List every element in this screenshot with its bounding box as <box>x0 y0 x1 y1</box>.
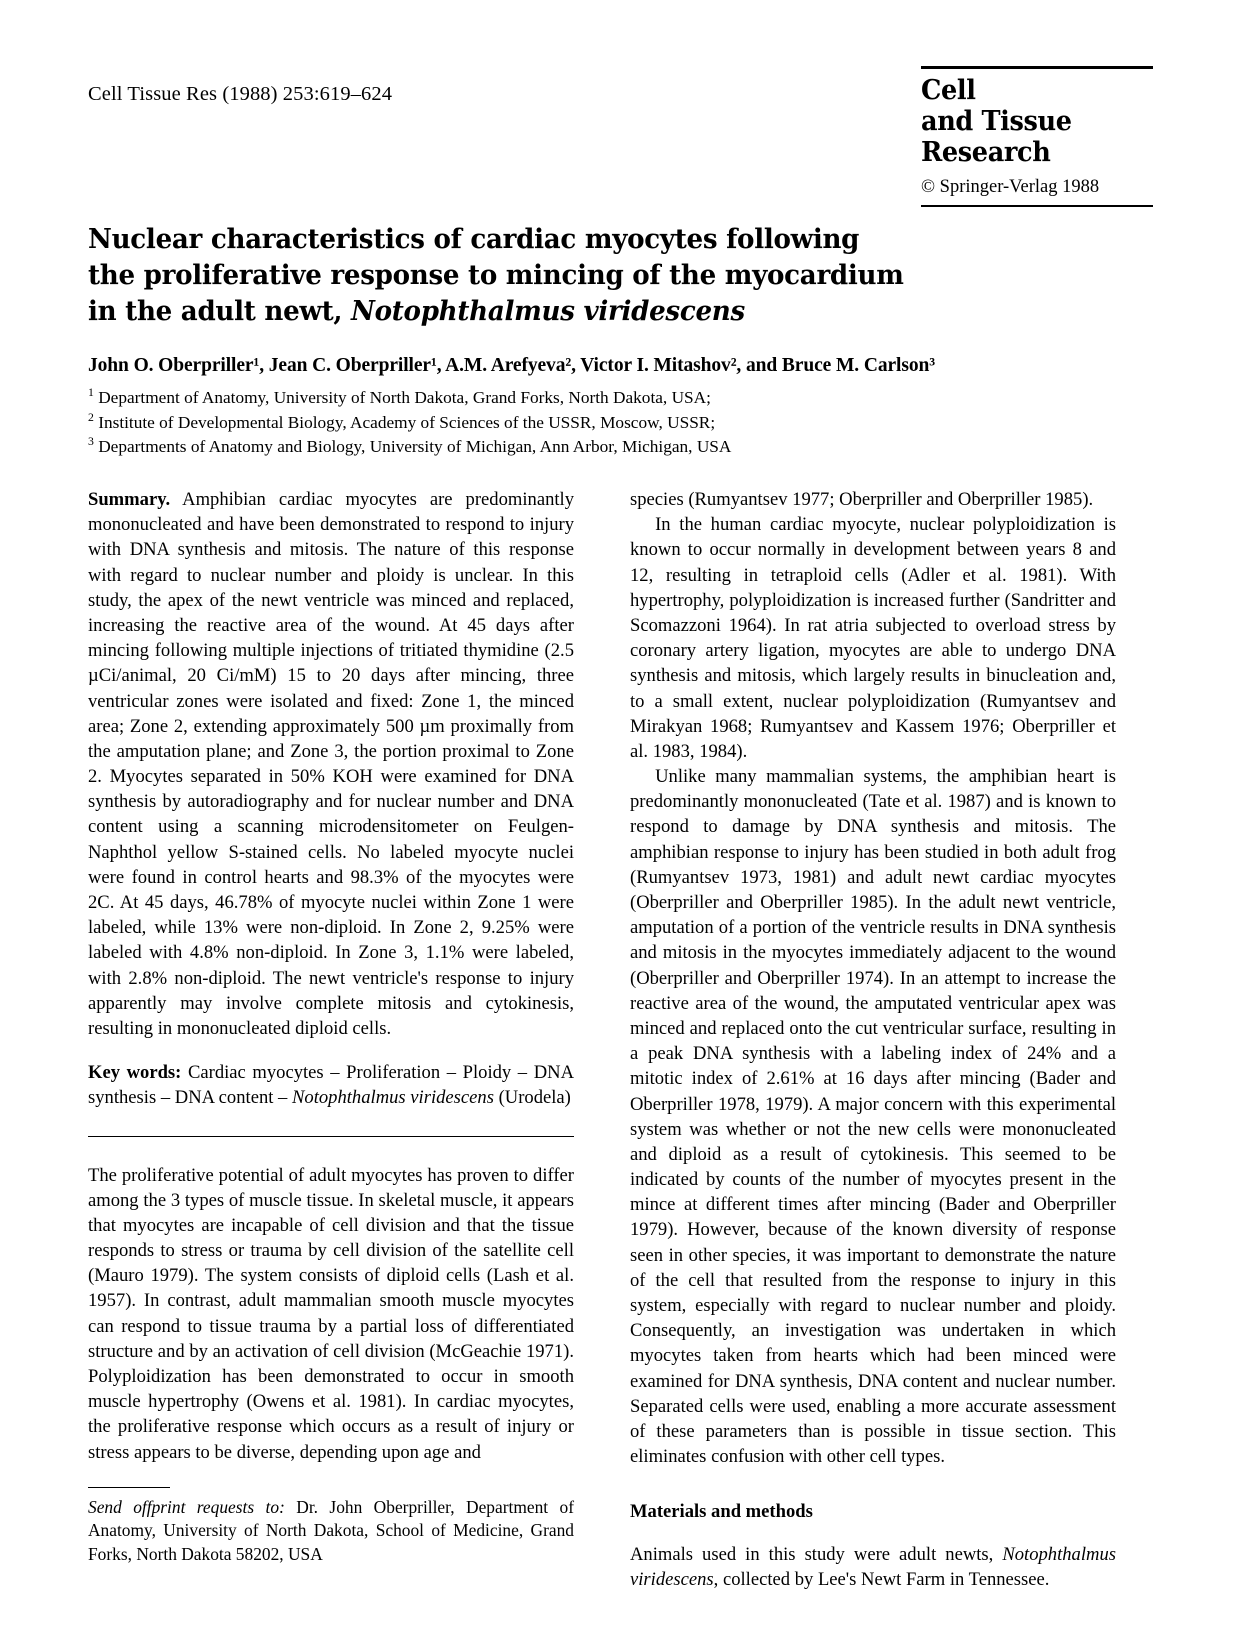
keywords-paragraph <box>88 1060 574 1110</box>
page-title <box>88 222 948 329</box>
materials-text-before: Animals used in this study were adult newts, <box>630 1543 1003 1565</box>
footnote-block <box>88 1487 574 1567</box>
masthead <box>88 74 1153 208</box>
title-species-name: Notophthalmus viridescens <box>351 294 745 327</box>
keywords-label: Key words: <box>88 1062 182 1084</box>
summary-label: Summary. <box>88 489 171 510</box>
journal-logo-line-2: and Tissue <box>921 104 1072 137</box>
intro-right-paragraph-2: In the human cardiac myocyte, nuclear polyploidization is known to occur normally in development between years 8 and 12, resulting in tetraploid cells (Adler et al. 1981). With hypertrophy, polyploidization is increased further (Sandritter and Scomazzoni 1964). In rat atria subjected to overload stress by coronary artery ligation, myocytes are able to undergo DNA synthesis and mitosis, which largely results in binucleation and, to a small extent, nuclear polyploidization (Rumyantsev and Mirakyan 1968; Rumyantsev and Kassem 1976; Oberpriller et al. 1983, 1984). <box>630 514 1116 762</box>
affiliation-marker-2: 2 <box>88 411 94 425</box>
intro-right-paragraph-1: species (Rumyantsev 1977; Oberpriller and Oberpriller 1985). <box>630 489 1094 510</box>
affiliation-marker-1: 1 <box>88 386 94 400</box>
journal-logo-line-1: Cell <box>921 74 976 106</box>
title-line-2: the proliferative response to mincing of the myocardium <box>88 258 904 291</box>
intro-paragraph-left: The proliferative potential of adult myocytes has proven to differ among the 3 types of muscle tissue. In skeletal muscle, it appears that myocytes are incapable of cell division and that the tissue responds to stress or trauma by cell division of the satellite cell (Mauro 1979). The system consists of diploid cells (Lash et al. 1957). In contrast, adult mammalian smooth muscle myocytes can respond to tissue trauma by a partial loss of differentiated structure and by an activation of cell division (McGeachie 1971). Polyploidization has been demonstrated to occur in smooth muscle hypertrophy (Owens et al. 1981). In cardiac myocytes, the proliferative response which occurs as a result of injury or stress appears to be diverse, depending upon age and <box>88 1164 574 1463</box>
affiliation-marker-3: 3 <box>88 435 94 449</box>
summary-text: Amphibian cardiac myocytes are predominantly mononucleated and have been demonstrated to respond to injury with DNA synthesis and mitosis. The nature of this response with regard to nuclear number and ploidy is unclear. In this study, the apex of the newt ventricle was minced and replaced, increasing the reactive area of the wound. At 45 days after mincing following multiple injections of tritiated thymidine (2.5 µCi/animal, 20 Ci/mM) 15 to 20 days after mincing, three ventricular zones were isolated and fixed: Zone 1, the minced area; Zone 2, extending approximately 500 µm proximally from the amputation plane; and Zone 3, the portion proximal to Zone 2. Myocytes separated in 50% KOH were examined for DNA synthesis by autoradiography and for nuclear number and DNA content using a scanning microdensitometer on Feulgen-Naphthol yellow S-stained cells. No labeled myocyte nuclei were found in control hearts and 98.3% of the myocytes were 2C. At 45 days, 46.78% of myocyte nuclei within Zone 1 were labeled, while 13% were non-diploid. In Zone 2, 9.25% were labeled with 4.8% non-diploid. In Zone 3, 1.1% were labeled, with 2.8% non-diploid. The newt ventricle's response to injury apparently may involve complete mitosis and cytokinesis, resulting in mononucleated diploid cells. <box>88 489 575 1039</box>
journal-logo <box>921 66 1153 207</box>
summary-paragraph <box>88 487 574 1041</box>
author-list: John O. Oberpriller¹, Jean C. Oberpriller¹, A.M. Arefyeva², Victor I. Mitashov², and Bruce M. Carlson³ <box>88 355 935 377</box>
affiliation-2-text: Institute of Developmental Biology, Academy of Sciences of the USSR, Moscow, USSR; <box>98 412 716 432</box>
title-line-1: Nuclear characteristics of cardiac myocytes following <box>88 223 860 255</box>
affiliation-3 <box>88 435 993 460</box>
materials-text-after: , collected by Lee's Newt Farm in Tennessee. <box>713 1568 1050 1590</box>
materials-and-methods-heading: Materials and methods <box>630 1501 813 1523</box>
intro-right-paragraph-3: Unlike many mammalian systems, the amphibian heart is predominantly mononucleated (Tate et al. 1987) and is known to respond to damage by DNA synthesis and mitosis. The amphibian response to injury has been studied in both adult frog (Rumyantsev 1973, 1981) and adult newt cardiac myocytes (Oberpriller and Oberpriller 1985). In the adult newt ventricle, amputation of a portion of the ventricle results in DNA synthesis and mitosis in the myocytes immediately adjacent to the wound (Oberpriller and Oberpriller 1974). In an attempt to increase the reactive area of the wound, the amputated ventricular apex was minced and replaced onto the cut ventricular surface, resulting in a peak DNA synthesis with a labeling index of 24% and a mitotic index of 2.61% at 16 days after mincing (Bader and Oberpriller 1978, 1979). A major concern with this experimental system was whether or not the new cells were mononucleated and diploid as a result of cytokinesis. This seemed to be indicated by counts of the number of myocytes present in the mince at different times after mincing (Bader and Oberpriller 1979). However, because of the known diversity of response seen in other species, it was important to demonstrate the nature of the cell that resulted from the response to injury in this system, especially with regard to nuclear number and ploidy. Consequently, an investigation was undertaken in which myocytes taken from hearts which had been minced were examined for DNA synthesis, DNA content and nuclear number. Separated cells were used, enabling a more accurate assessment of these parameters than is possible in tissue section. This eliminates confusion with other cell types. <box>630 766 1116 1468</box>
journal-logo-line-3: Research <box>921 135 1051 168</box>
column-left <box>88 487 574 1567</box>
keywords-text-after: (Urodela) <box>493 1087 571 1109</box>
title-line-3-plain: in the adult newt, <box>88 294 352 327</box>
logo-bottom-rule <box>921 205 1153 207</box>
footnote-rule <box>88 1487 170 1488</box>
materials-and-methods-paragraph <box>630 1542 1116 1592</box>
column-right <box>630 487 1116 1592</box>
keywords-species: Notophthalmus viridescens <box>292 1087 494 1109</box>
logo-top-rule <box>921 66 1153 69</box>
keywords-text-before: Cardiac myocytes – Proliferation – Ploidy – DNA synthesis – DNA content – <box>88 1062 574 1109</box>
affiliation-3-text: Departments of Anatomy and Biology, University of Michigan, Ann Arbor, Michigan, USA <box>98 437 732 457</box>
affiliation-1-text: Department of Anatomy, University of North Dakota, Grand Forks, North Dakota, USA; <box>98 388 711 408</box>
offprint-footnote <box>88 1496 574 1567</box>
journal-reference: Cell Tissue Res (1988) 253:619–624 <box>88 83 393 105</box>
article-body <box>88 487 1116 1590</box>
affiliation-2 <box>88 411 993 436</box>
affiliation-list <box>88 386 993 460</box>
footnote-lead: Send offprint requests to: <box>88 1496 285 1517</box>
title-block <box>88 222 993 460</box>
footnote-text: Dr. John Oberpriller, Department of Anatomy, University of North Dakota, School of Medicine, Grand Forks, North Dakota 58202, USA <box>88 1496 574 1565</box>
copyright-line: © Springer-Verlag 1988 <box>921 177 1100 198</box>
section-divider-rule <box>88 1136 574 1137</box>
affiliation-1 <box>88 386 993 411</box>
materials-species: Notophthalmus viridescens <box>630 1543 1116 1590</box>
